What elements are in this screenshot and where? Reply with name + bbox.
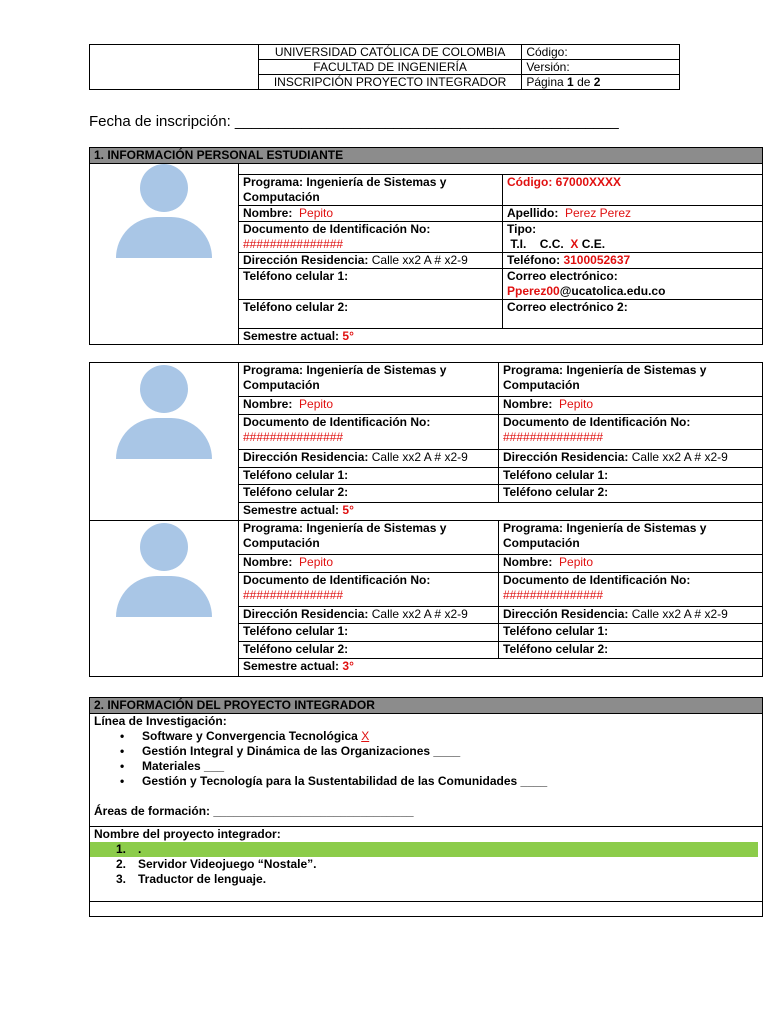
proyecto-item-3: 3. Traductor de lenguaje.: [116, 872, 267, 886]
member-a-semestre: Semestre actual: 5°: [239, 503, 763, 521]
student-photo-cell: [90, 164, 239, 345]
tipo-field: Tipo: T.I. C.C. X C.E.: [503, 222, 763, 253]
member-a2-direccion: Dirección Residencia: Calle xx2 A # x2-9: [499, 449, 763, 467]
section-personal-info: [89, 147, 763, 345]
codigo-label: Código:: [522, 45, 680, 60]
proyecto-item-1: 1. .: [90, 842, 758, 857]
member-a2-celular2: Teléfono celular 2:: [499, 485, 763, 503]
logo-cell: [90, 45, 259, 90]
linea-item-4: • Gestión y Tecnología para la Sustentabilidad de las Comunidades ____: [120, 774, 548, 788]
fecha-line[interactable]: ______________________________________________: [234, 113, 619, 130]
member-b-documento: Documento de Identificación No: ###############: [239, 572, 499, 606]
section-project-info: [89, 697, 763, 917]
member-b2-direccion: Dirección Residencia: Calle xx2 A # x2-9: [499, 606, 763, 624]
member-b-direccion: Dirección Residencia: Calle xx2 A # x2-9: [239, 606, 499, 624]
member-b2-programa: Programa: Ingeniería de Sistemas y Computación: [499, 521, 763, 555]
member-b-celular1: Teléfono celular 1:: [239, 624, 499, 642]
telefono-field: Teléfono: 3100052637: [503, 253, 763, 269]
empty-row: [90, 902, 763, 917]
avatar-icon: [114, 164, 214, 258]
member-b2-nombre: Nombre: Pepito: [499, 555, 763, 573]
member-b2-documento: Documento de Identificación No: ###############: [499, 572, 763, 606]
page-indicator: Página 1 de 2: [522, 75, 680, 90]
documento-field: Documento de Identificación No: ###############: [239, 222, 503, 253]
member-b2-celular2: Teléfono celular 2:: [499, 641, 763, 659]
programa-field: Programa: Ingeniería de Sistemas y Computación: [239, 175, 503, 206]
member-b-photo-cell: [90, 521, 239, 677]
member-a2-programa: Programa: Ingeniería de Sistemas y Computación: [499, 363, 763, 397]
semestre-field: Semestre actual: 5°: [239, 329, 763, 345]
areas-formacion: Áreas de formación: ______________________________: [94, 804, 414, 818]
member-a-documento: Documento de Identificación No: ###############: [239, 415, 499, 449]
fecha-label: Fecha de inscripción:: [89, 113, 231, 130]
direccion-field: Dirección Residencia: Calle xx2 A # x2-9: [239, 253, 503, 269]
version-label: Versión:: [522, 60, 680, 75]
proyecto-item-2: 2. Servidor Videojuego “Nostale”.: [116, 857, 317, 871]
nombre-field: Nombre: Pepito: [239, 206, 503, 222]
linea-item-1: • Software y Convergencia Tecnológica X: [120, 729, 370, 743]
correo-field: Correo electrónico: Pperez00@ucatolica.edu.co: [503, 269, 763, 300]
faculty-name: FACULTAD DE INGENIERÍA: [258, 60, 521, 75]
nombre-proyecto-label: Nombre del proyecto integrador:: [94, 827, 281, 841]
header-table: [89, 44, 680, 90]
celular2-field: Teléfono celular 2:: [239, 300, 503, 329]
member-a2-documento: Documento de Identificación No: ###############: [499, 415, 763, 449]
member-a-nombre: Nombre: Pepito: [239, 397, 499, 415]
correo2-field: Correo electrónico 2:: [503, 300, 763, 329]
linea-item-3: • Materiales ___: [120, 759, 225, 773]
member-a-celular1: Teléfono celular 1:: [239, 467, 499, 485]
celular1-field: Teléfono celular 1:: [239, 269, 503, 300]
avatar-icon: [114, 523, 214, 617]
group-members-table: [89, 362, 763, 677]
linea-investigacion: [90, 714, 763, 827]
member-b2-celular1: Teléfono celular 1:: [499, 624, 763, 642]
linea-label: Línea de Investigación:: [94, 714, 227, 728]
nombre-proyecto-cell: [90, 827, 763, 902]
member-b-celular2: Teléfono celular 2:: [239, 641, 499, 659]
document-title: INSCRIPCIÓN PROYECTO INTEGRADOR: [258, 75, 521, 90]
member-b-nombre: Nombre: Pepito: [239, 555, 499, 573]
section1-title: 1. INFORMACIÓN PERSONAL ESTUDIANTE: [90, 148, 763, 164]
avatar-icon: [114, 365, 214, 459]
university-name: UNIVERSIDAD CATÓLICA DE COLOMBIA: [258, 45, 521, 60]
member-a-celular2: Teléfono celular 2:: [239, 485, 499, 503]
section2-title: 2. INFORMACIÓN DEL PROYECTO INTEGRADOR: [90, 698, 763, 714]
member-a-photo-cell: [90, 363, 239, 521]
member-a-programa: Programa: Ingeniería de Sistemas y Computación: [239, 363, 499, 397]
member-a-direccion: Dirección Residencia: Calle xx2 A # x2-9: [239, 449, 499, 467]
fecha-inscripcion: [89, 113, 619, 130]
member-b-programa: Programa: Ingeniería de Sistemas y Computación: [239, 521, 499, 555]
member-a2-celular1: Teléfono celular 1:: [499, 467, 763, 485]
member-b-semestre: Semestre actual: 3°: [239, 659, 763, 677]
member-a2-nombre: Nombre: Pepito: [499, 397, 763, 415]
codigo-field: Código: 67000XXXX: [503, 175, 763, 206]
linea-item-2: • Gestión Integral y Dinámica de las Organizaciones ____: [120, 744, 461, 758]
apellido-field: Apellido: Perez Perez: [503, 206, 763, 222]
